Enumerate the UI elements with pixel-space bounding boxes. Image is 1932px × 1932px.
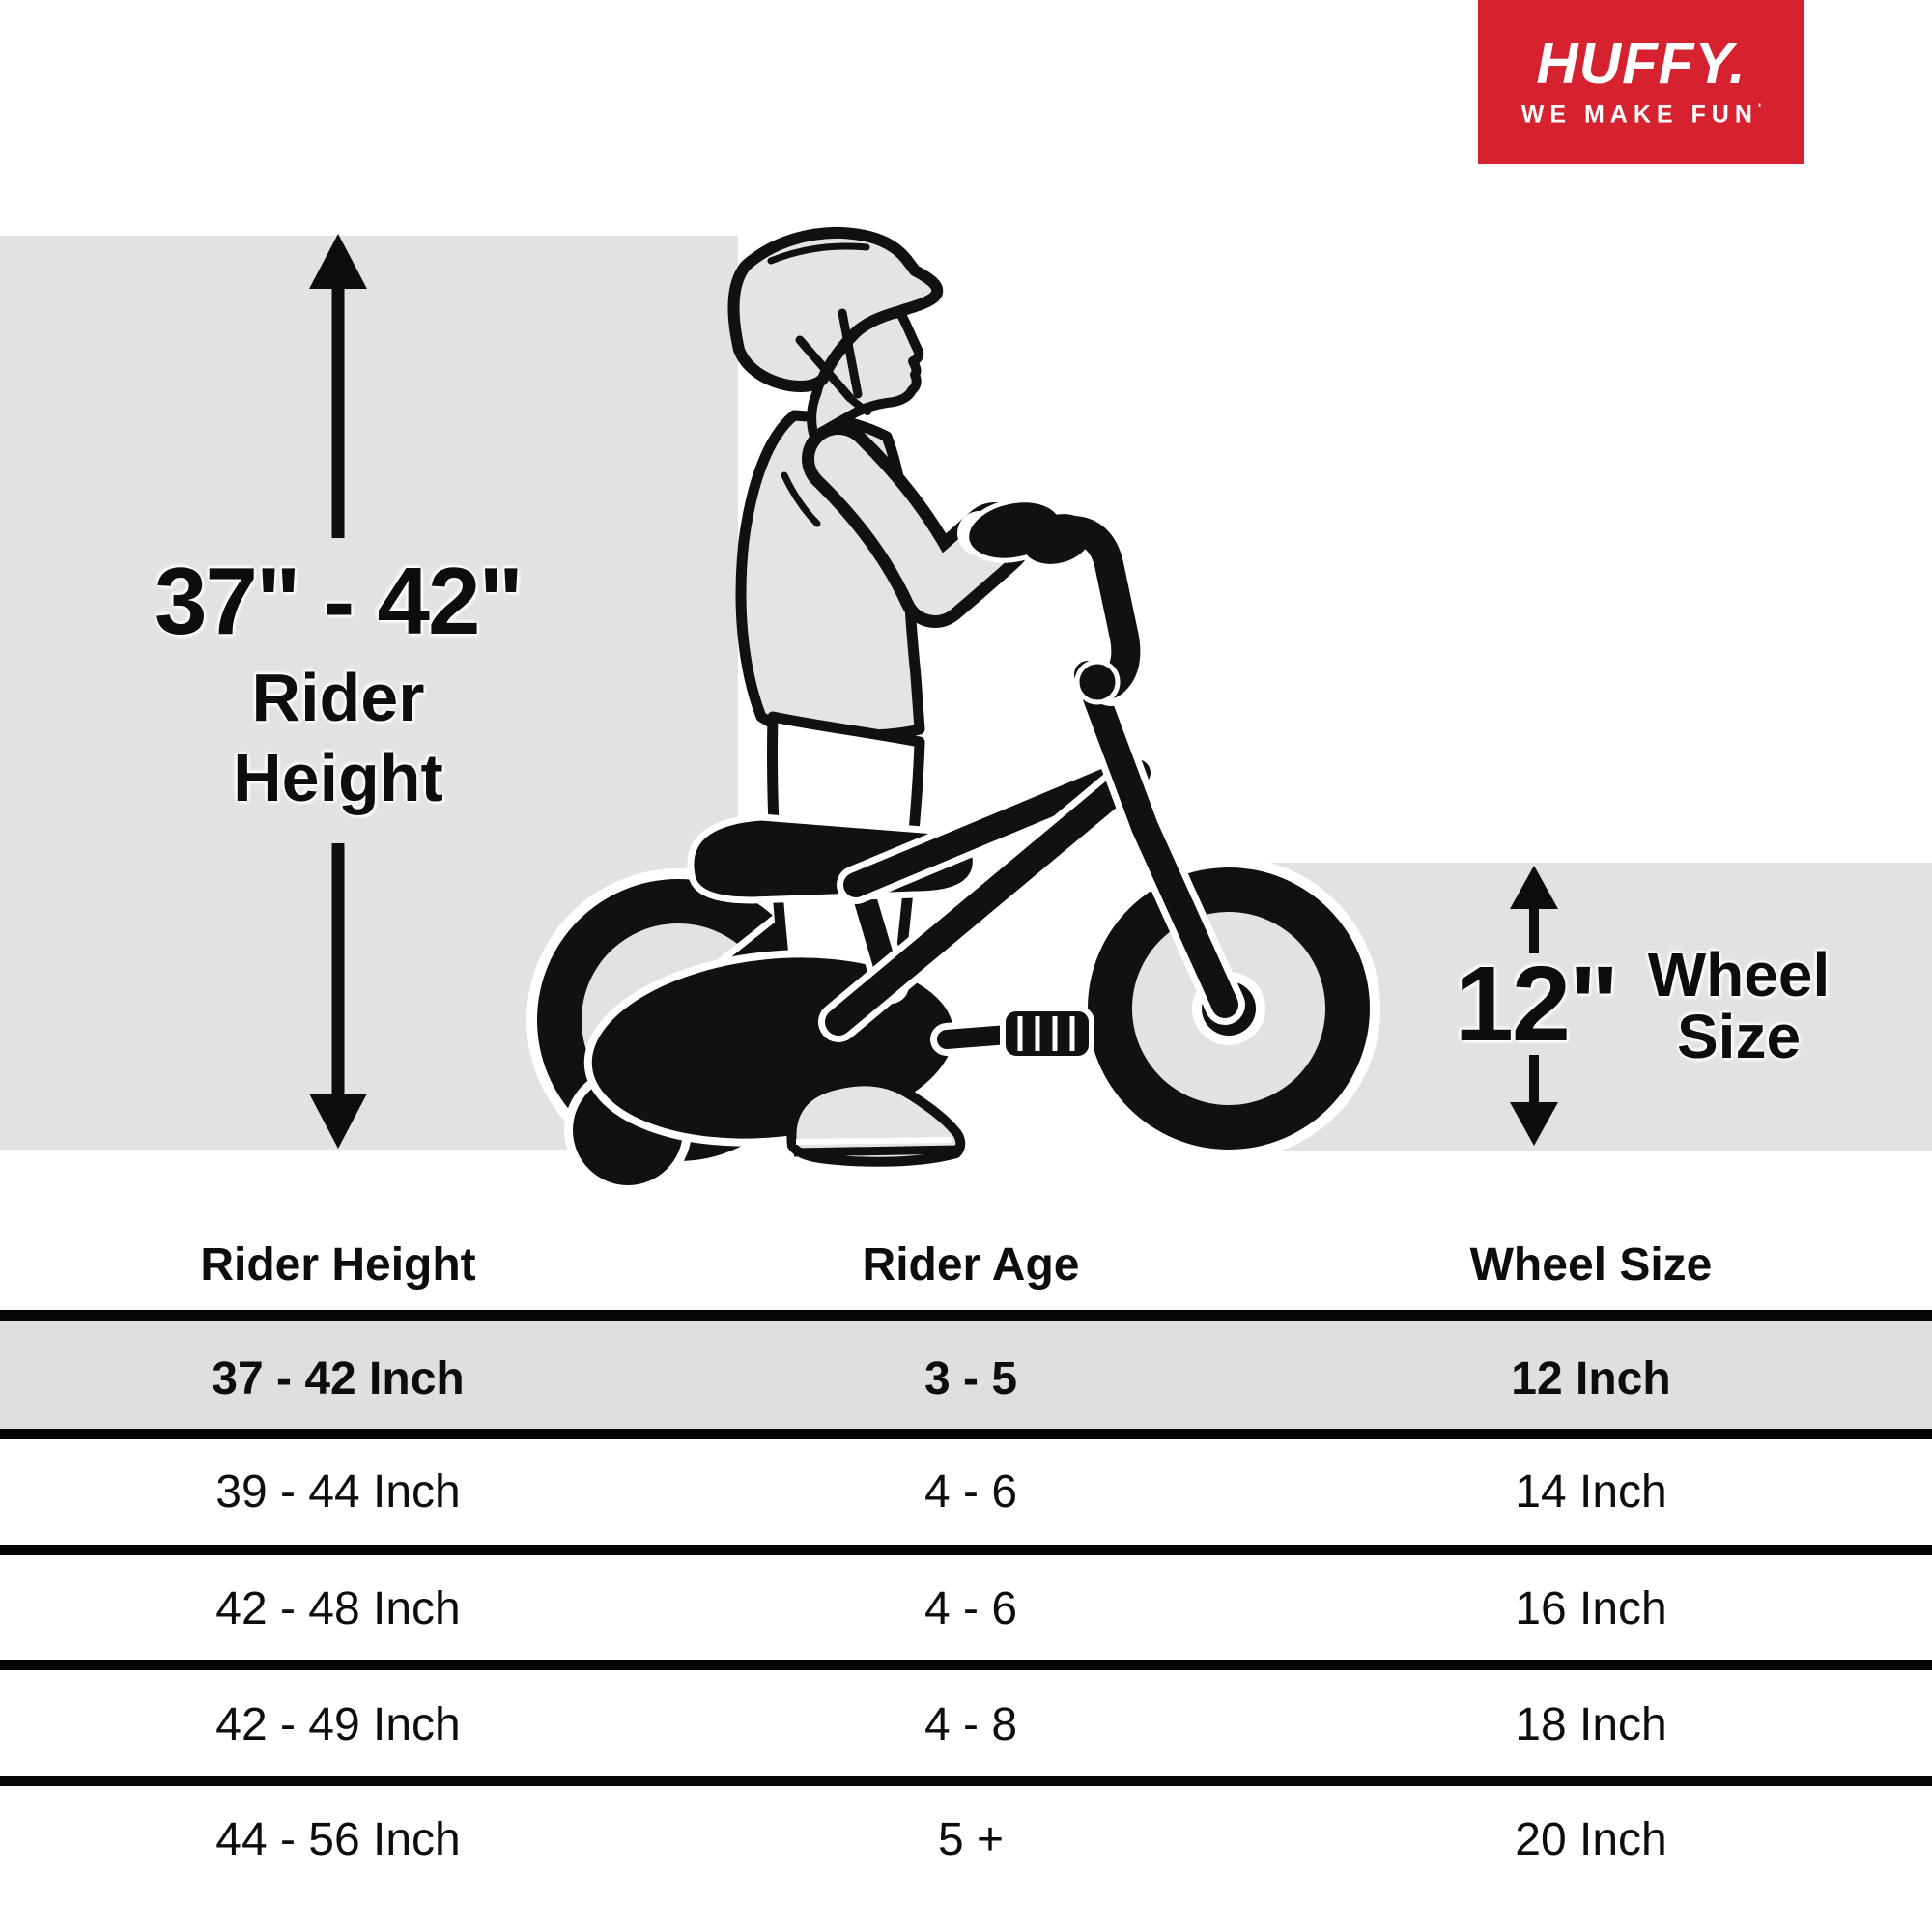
row-age-value: 4 - 6 bbox=[923, 1583, 1018, 1634]
table-rule bbox=[0, 1310, 1932, 1321]
row-wheel-value: 18 Inch bbox=[1515, 1699, 1667, 1750]
wheel-size-arrow-icon bbox=[1510, 866, 1558, 1146]
row-height-value: 44 - 56 Inch bbox=[215, 1814, 461, 1865]
tagline-trademark: ' bbox=[1757, 100, 1762, 117]
row-wheel-value: 14 Inch bbox=[1515, 1466, 1667, 1518]
header-rider-height: Rider Height bbox=[200, 1239, 476, 1291]
row-wheel-value: 12 Inch bbox=[1511, 1353, 1671, 1405]
wheel-size-label-1: Wheel bbox=[1647, 940, 1831, 1009]
rider-height-label-2: Height bbox=[233, 740, 443, 815]
huffy-tagline: WE MAKE FUN' bbox=[1520, 100, 1762, 128]
rider-height-arrow-icon bbox=[309, 234, 367, 1149]
header-wheel-size: Wheel Size bbox=[1469, 1239, 1713, 1291]
wheel-size-value: 12" bbox=[1454, 945, 1618, 1064]
huffy-logo-wordmark: HUFFY. bbox=[1536, 31, 1747, 97]
row-age-value: 5 + bbox=[937, 1814, 1005, 1865]
rider-height-label-1: Rider bbox=[251, 660, 425, 735]
table-rule bbox=[0, 1429, 1932, 1439]
row-height-value: 42 - 49 Inch bbox=[215, 1699, 461, 1750]
rider-shoe bbox=[791, 1081, 960, 1161]
row-age-value: 3 - 5 bbox=[923, 1353, 1018, 1405]
row-age-value: 4 - 6 bbox=[923, 1466, 1018, 1518]
row-wheel-value: 16 Inch bbox=[1515, 1583, 1667, 1634]
crank-and-pedal bbox=[947, 1009, 1092, 1059]
table-rule bbox=[0, 1660, 1932, 1670]
wheel-size-label-2: Size bbox=[1676, 1002, 1802, 1071]
row-age-value: 4 - 8 bbox=[923, 1699, 1018, 1750]
row-height-value: 37 - 42 Inch bbox=[212, 1353, 465, 1405]
row-height-value: 42 - 48 Inch bbox=[215, 1583, 461, 1634]
header-rider-age: Rider Age bbox=[862, 1239, 1080, 1291]
rider-height-range: 37" - 42" bbox=[154, 548, 523, 654]
table-rule bbox=[0, 1776, 1932, 1786]
row-wheel-value: 20 Inch bbox=[1515, 1814, 1667, 1865]
table-rule bbox=[0, 1545, 1932, 1555]
row-height-value: 39 - 44 Inch bbox=[215, 1466, 461, 1518]
